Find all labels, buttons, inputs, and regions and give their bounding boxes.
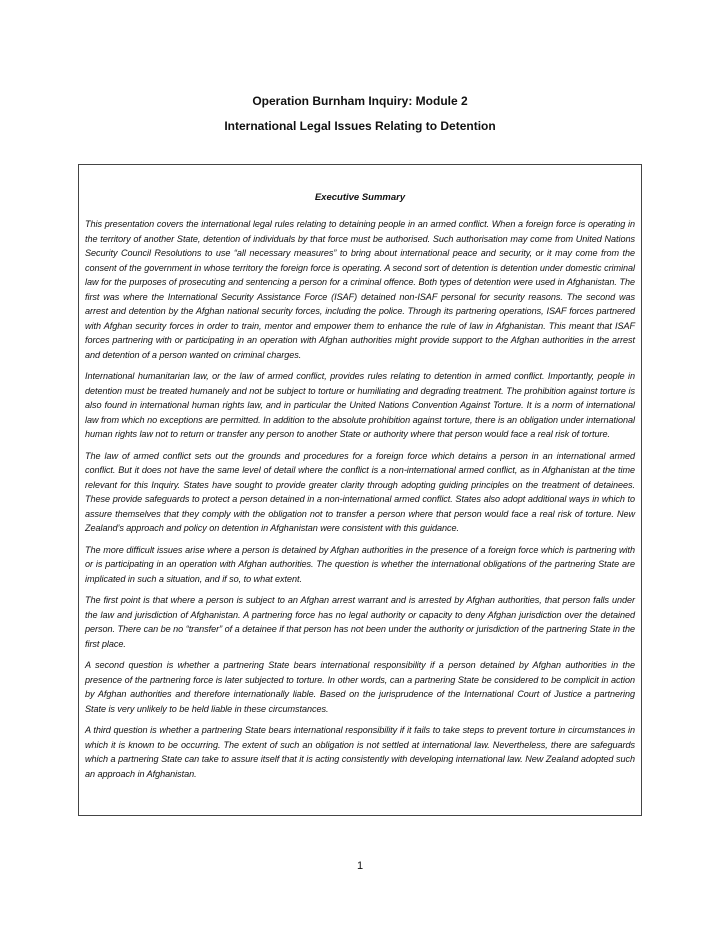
summary-paragraph-7: A third question is whether a partnering State bears international responsibility if it fails to take steps to prevent torture in circumstances in which it is known to be occurring. The extent of such an obligation is not settled at international law. Nevertheless, there are safeguards which a partnering State can take to assure itself that it is acting consistently with developing international law. New Zealand adopted such an approach in Afghanistan. — [85, 725, 635, 779]
summary-paragraph-5: The first point is that where a person is subject to an Afghan arrest warrant and is arrested by Afghan authorities, that person falls under the law and jurisdiction of Afghanistan. A partnering force has no legal authority or capacity to deny Afghan jurisdiction over the detained person. There can be no “transfer” of a detainee if that person has not been under the authority or jurisdiction of the partnering State in the first place. — [85, 595, 635, 649]
executive-summary-heading: Executive Summary — [314, 192, 406, 203]
executive-summary-box — [78, 164, 642, 816]
summary-paragraph-1: This presentation covers the international legal rules relating to detaining people in an armed conflict. When a foreign force is operating in the territory of another State, detention of individuals by that force must be authorised. Such authorisation may come from United Nations Security Council Resolutions to use “all necessary measures” to bring about international peace and security, or it may come from the consent of the government in whose territory the foreign force is operating. A second sort of detention is detention under domestic criminal law for the purposes of prosecuting and sentencing a person for a criminal offence. Both types of detention were used in Afghanistan. The first was where the International Security Assistance Force (ISAF) detained non-ISAF personal for security reasons. The second was arrest and detention by the Afghan national security forces, including the police. Through its partnering operations, ISAF forces partnered with Afghan security forces in order to train, mentor and empower them to enhance the rule of law in Afghanistan. This meant that ISAF forces partnering with or participating in an operation with Afghan authorities might provide support to the Afghan authorities in the arrest and detention of a person wanted on criminal charges. — [85, 219, 635, 360]
summary-paragraph-4: The more difficult issues arise where a person is detained by Afghan authorities in the presence of a foreign force which is partnering with or is participating in an operation with Afghan authorities. The question is whether the international obligations of the partnering State are implicated in such a situation, and if so, to what extent. — [85, 544, 635, 584]
document-subtitle: International Legal Issues Relating to Detention — [224, 119, 496, 133]
summary-paragraph-3: The law of armed conflict sets out the grounds and procedures for a foreign force which detains a person in an international armed conflict. But it does not have the same level of detail where the conflict is a non-international armed conflict, as in Afghanistan at the time relevant for this Inquiry. States have sought to provide greater clarity through adopting guiding principles on the treatment of detainees. These provide safeguards to protect a person detained in a non-international armed conflict. States also adopt additional ways in which to assure themselves that they comply with the obligation not to transfer a person where that person would face a real risk of torture. New Zealand’s approach and policy on detention in Afghanistan were consistent with this guidance. — [85, 450, 635, 533]
summary-paragraph-6: A second question is whether a partnering State bears international responsibility if a person detained by Afghan authorities in the presence of the partnering force is later subjected to torture. In other words, can a partnering State be considered to be complicit in action by Afghan authorities and therefore internationally liable. Based on the jurisprudence of the International Court of Justice a partnering State is very unlikely to be held liable in these circumstances. — [85, 660, 635, 714]
summary-paragraph-2: International humanitarian law, or the law of armed conflict, provides rules relating to detention in armed conflict. Importantly, people in detention must be treated humanely and not be subject to torture or humiliating and degrading treatment. The prohibition against torture is also found in international human rights law, and in particular the United Nations Convention Against Torture. It is a norm of international law from which no exceptions are permitted. In addition to the absolute prohibition against torture, there is an obligation under international human rights law not to return or transfer any person to another State or authority where that person would face a real risk of torture. — [85, 371, 635, 439]
page-number: 1 — [356, 860, 364, 872]
document-title: Operation Burnham Inquiry: Module 2 — [252, 94, 468, 108]
